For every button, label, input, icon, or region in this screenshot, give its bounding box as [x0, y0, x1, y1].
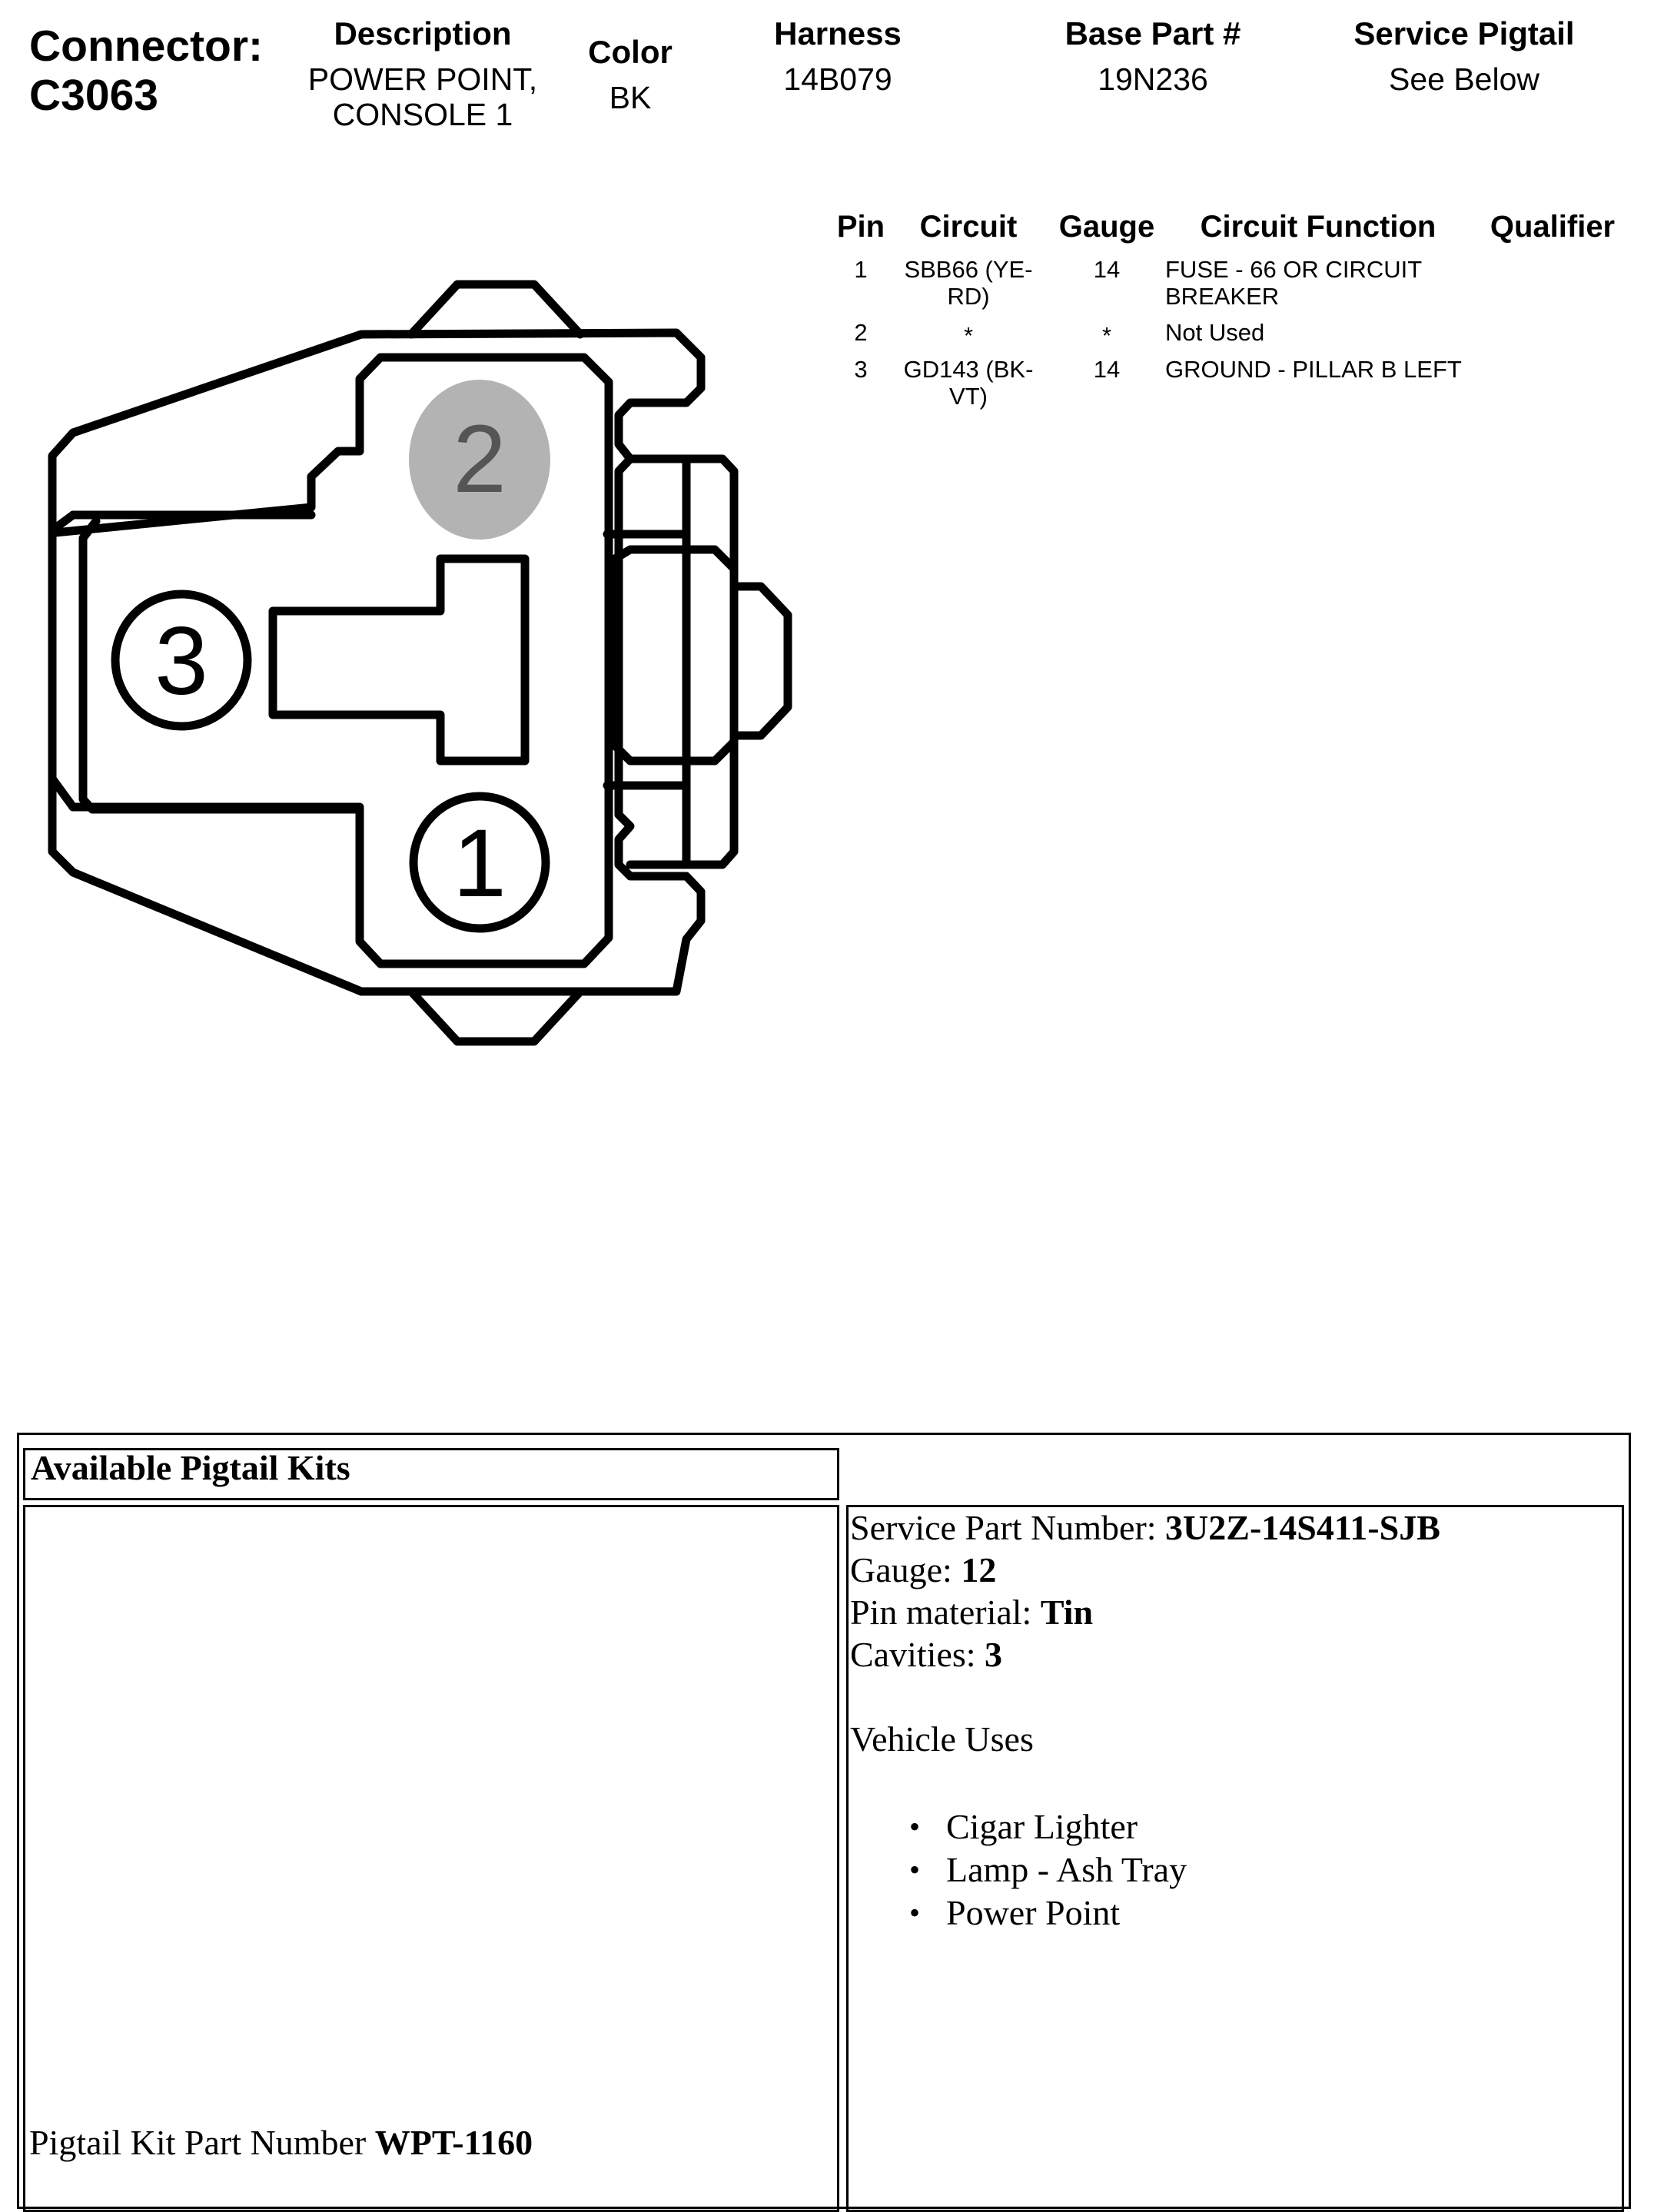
harness-value: 14B079: [783, 61, 892, 97]
kit-part-number: [29, 2122, 533, 2163]
service-part-line: [850, 1506, 1440, 1549]
col-header-circuit: Circuit: [919, 210, 1018, 244]
pin-cell: 2: [854, 319, 868, 346]
gauge-cell: 14: [1093, 356, 1121, 383]
service-pigtail-value: See Below: [1388, 61, 1539, 97]
kit-part-label: Pigtail Kit Part Number: [29, 2123, 375, 2162]
base-part-header: Base Part #: [1064, 15, 1241, 51]
service-part-label: Service Part Number:: [850, 1508, 1166, 1547]
cavity-3-label: 3: [154, 608, 208, 715]
gauge-label: Gauge:: [850, 1550, 962, 1589]
vehicle-uses-list: [909, 1805, 1187, 1935]
service-pigtail-header: Service Pigtail: [1353, 15, 1575, 51]
pin-cell: 3: [854, 356, 868, 383]
kits-title: Available Pigtail Kits: [31, 1448, 350, 1487]
function-cell: GROUND - PILLAR B LEFT: [1165, 356, 1462, 383]
pin-cell: 1: [854, 256, 868, 283]
col-header-qualifier: Qualifier: [1490, 210, 1616, 244]
description-header: Description: [334, 15, 512, 51]
list-item: • Power Point: [909, 1891, 1187, 1935]
connector-face-diagram: [0, 0, 815, 1061]
service-part-value: 3U2Z-14S411-SJB: [1165, 1508, 1440, 1547]
cavity-2-label: 2: [453, 406, 506, 513]
circuit-line: VT): [949, 383, 988, 410]
color-value: BK: [609, 80, 652, 115]
gauge-value: 12: [961, 1550, 997, 1589]
connector-label: Connector:: [29, 22, 263, 71]
gauge-line: [850, 1549, 1440, 1591]
circuit-cell: [892, 256, 1045, 310]
function-line: FUSE - 66 OR CIRCUIT: [1165, 256, 1423, 283]
pin-material-value: Tin: [1040, 1593, 1094, 1632]
circuit-cell: [892, 356, 1045, 410]
list-item: • Lamp - Ash Tray: [909, 1848, 1187, 1891]
circuit-line: RD): [947, 283, 990, 310]
cavities-label: Cavities:: [850, 1635, 985, 1674]
color-header: Color: [588, 34, 673, 70]
gauge-cell: 14: [1093, 256, 1121, 283]
col-header-circuit-function: Circuit Function: [1200, 210, 1436, 244]
circuit-line: GD143 (BK-: [903, 356, 1034, 383]
function-cell: Not Used: [1165, 319, 1265, 346]
cavity-1-label: 1: [453, 810, 506, 917]
circuit-cell: *: [963, 322, 974, 349]
pin-material-label: Pin material:: [850, 1593, 1041, 1632]
vehicle-uses-heading: Vehicle Uses: [850, 1719, 1034, 1759]
cavities-line: [850, 1633, 1440, 1676]
description-line-1: POWER POINT,: [307, 61, 538, 97]
kit-part-value: WPT-1160: [374, 2123, 533, 2162]
cavities-value: 3: [985, 1635, 1003, 1674]
connector-id: C3063: [29, 71, 158, 120]
function-line: BREAKER: [1165, 283, 1280, 310]
circuit-line: SBB66 (YE-: [904, 256, 1033, 283]
kit-specs: [850, 1506, 1440, 1760]
col-header-pin: Pin: [836, 210, 885, 244]
base-part-value: 19N236: [1098, 61, 1208, 97]
list-item: • Cigar Lighter: [909, 1805, 1187, 1848]
description-line-2: CONSOLE 1: [332, 97, 513, 132]
kit-image-cell: [23, 1505, 839, 2212]
harness-header: Harness: [774, 15, 902, 51]
gauge-cell: *: [1101, 322, 1112, 349]
col-header-gauge: Gauge: [1058, 210, 1155, 244]
function-cell: [1165, 256, 1488, 310]
pin-material-line: [850, 1591, 1440, 1633]
